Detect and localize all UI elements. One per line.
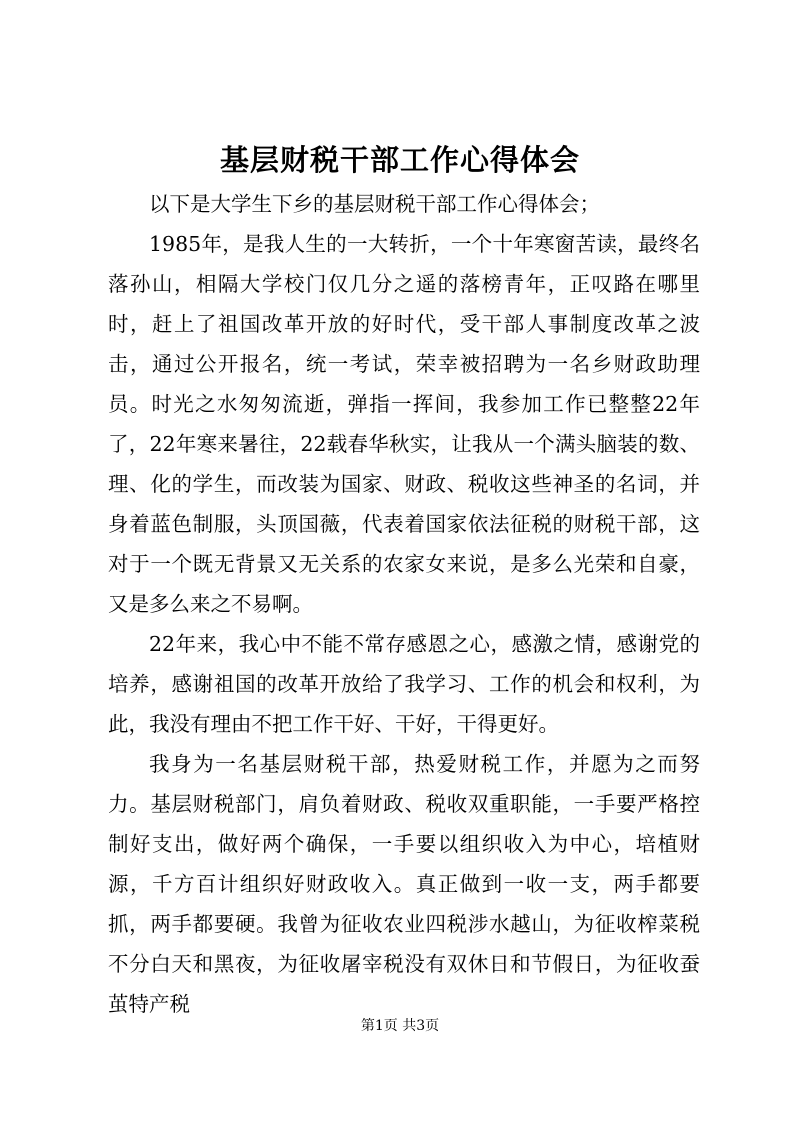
page-title: 基层财税干部工作心得体会 bbox=[219, 143, 580, 177]
paragraph-1985: 1985年，是我人生的一大转折，一个十年寒窗苦读，最终名落孙山，相隔大学校门仅几分之遥的落榜青年，正叹路在哪里时，赶上了祖国改革开放的好时代，受干部人事制度改革之波击，通过公开报名，统一考试，荣幸被招聘为一名乡财政助理员。时光之水匆匆流逝，弹指一挥间，我参加工作已整整22年了，22年寒来暑往，22载春华秋实，让我从一个满头脑装的数、理、化的学生，而改装为国家、财政、税收这些神圣的名词，并身着蓝色制服，头顶国薇，代表着国家依法征税的财税干部，这对于一个既无背景又无关系的农家女来说，是多么光荣和自豪，又是多么来之不易啊。 bbox=[108, 232, 700, 616]
paragraph-intro: 以下是大学生下乡的基层财税干部工作心得体会； bbox=[149, 192, 600, 216]
document-body bbox=[108, 184, 700, 1024]
page-footer: 第1页 共3页 bbox=[360, 1018, 440, 1034]
paragraph-gratitude: 22年来，我心中不能不常存感恩之心，感激之情，感谢党的培养，感谢祖国的改革开放给了我学习、工作的机会和权利，为此，我没有理由不把工作干好、干好，干得更好。 bbox=[108, 632, 700, 736]
paragraph-duties: 我身为一名基层财税干部，热爱财税工作，并愿为之而努力。基层财税部门，肩负着财政、税收双重职能，一手要严格控制好支出，做好两个确保，一手要以组织收入为中心，培植财源，千方百计组织好财政收入。真正做到一收一支，两手都要抓，两手都要硬。我曾为征收农业四税涉水越山，为征收榨菜税不分白天和黑夜，为征收屠宰税没有双休日和节假日，为征收蚕茧特产税 bbox=[108, 752, 700, 1016]
